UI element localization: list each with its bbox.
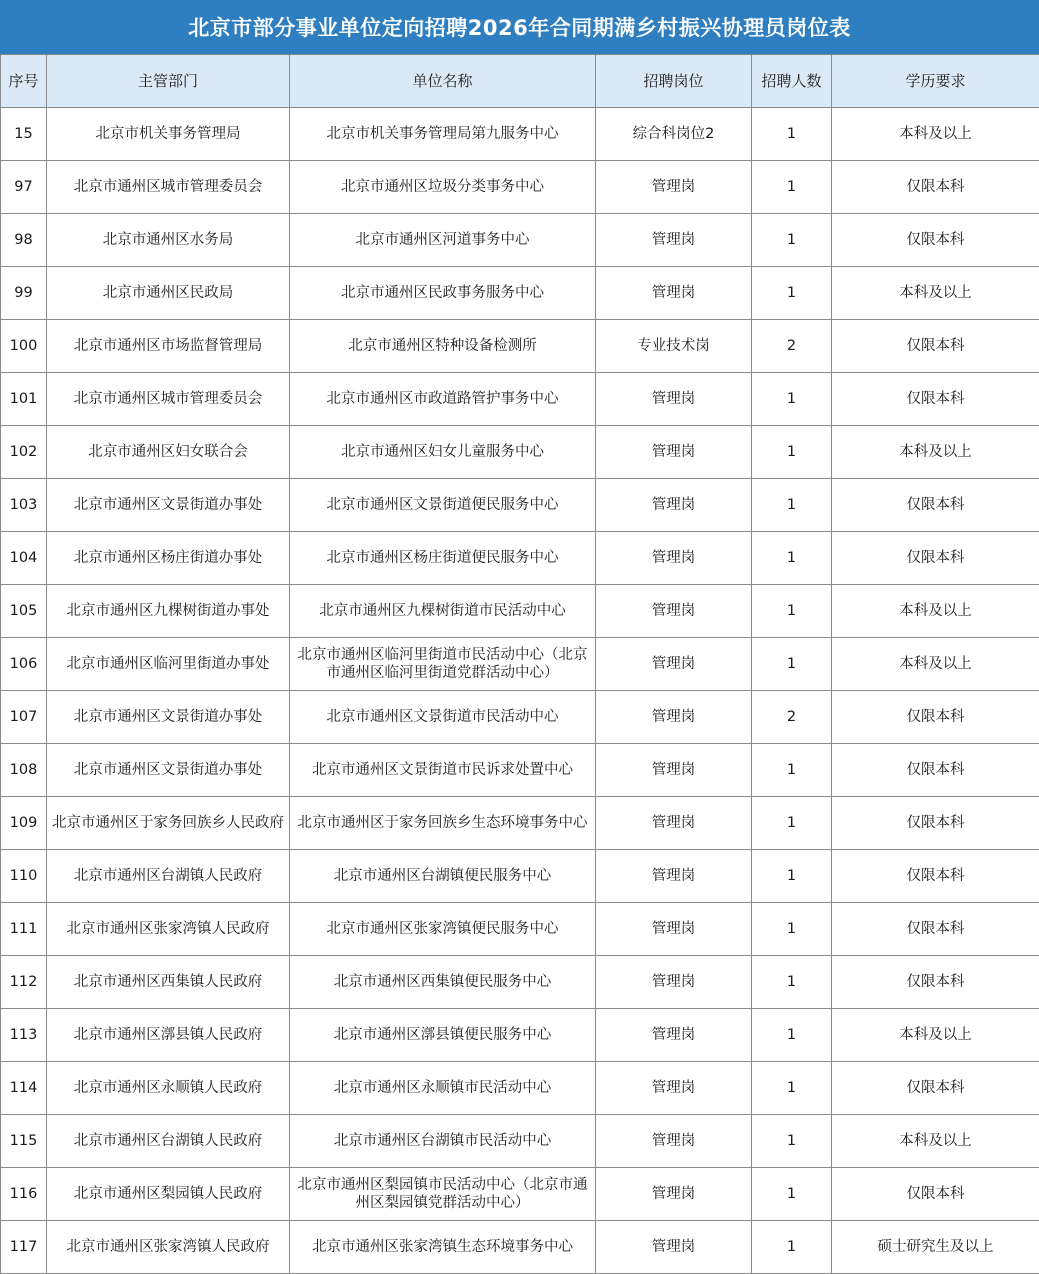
table-row (1, 373, 1039, 426)
cell-unit: 北京市通州区民政事务服务中心 (290, 267, 596, 320)
table-row (1, 956, 1039, 1009)
cell-position: 管理岗 (596, 903, 752, 956)
cell-serial: 98 (1, 214, 47, 267)
cell-serial: 104 (1, 532, 47, 585)
cell-unit: 北京市通州区临河里街道市民活动中心（北京市通州区临河里街道党群活动中心） (290, 638, 596, 691)
cell-serial: 115 (1, 1115, 47, 1168)
cell-unit: 北京市通州区市政道路管护事务中心 (290, 373, 596, 426)
cell-unit: 北京市通州区永顺镇市民活动中心 (290, 1062, 596, 1115)
cell-department: 北京市通州区城市管理委员会 (47, 373, 290, 426)
cell-serial: 111 (1, 903, 47, 956)
table-row (1, 638, 1039, 691)
cell-count: 1 (752, 373, 832, 426)
cell-education: 仅限本科 (832, 161, 1039, 214)
table-row (1, 1168, 1039, 1221)
table-title: 北京市部分事业单位定向招聘2026年合同期满乡村振兴协理员岗位表 (0, 0, 1039, 54)
cell-unit: 北京市通州区台湖镇市民活动中心 (290, 1115, 596, 1168)
table-row (1, 1115, 1039, 1168)
cell-serial: 106 (1, 638, 47, 691)
cell-serial: 102 (1, 426, 47, 479)
cell-unit: 北京市通州区台湖镇便民服务中心 (290, 850, 596, 903)
table-body (1, 108, 1039, 1274)
cell-department: 北京市通州区妇女联合会 (47, 426, 290, 479)
cell-count: 1 (752, 903, 832, 956)
header-row (1, 55, 1039, 108)
cell-count: 1 (752, 1168, 832, 1221)
table-row (1, 479, 1039, 532)
cell-serial: 103 (1, 479, 47, 532)
cell-serial: 15 (1, 108, 47, 161)
cell-education: 仅限本科 (832, 691, 1039, 744)
cell-department: 北京市通州区台湖镇人民政府 (47, 850, 290, 903)
cell-serial: 100 (1, 320, 47, 373)
cell-department: 北京市通州区梨园镇人民政府 (47, 1168, 290, 1221)
cell-education: 本科及以上 (832, 108, 1039, 161)
cell-department: 北京市通州区永顺镇人民政府 (47, 1062, 290, 1115)
cell-education: 本科及以上 (832, 585, 1039, 638)
cell-serial: 99 (1, 267, 47, 320)
cell-count: 1 (752, 638, 832, 691)
header-position: 招聘岗位 (596, 55, 752, 108)
cell-serial: 114 (1, 1062, 47, 1115)
cell-count: 1 (752, 479, 832, 532)
cell-count: 1 (752, 744, 832, 797)
cell-department: 北京市通州区张家湾镇人民政府 (47, 903, 290, 956)
cell-department: 北京市通州区漷县镇人民政府 (47, 1009, 290, 1062)
cell-count: 1 (752, 585, 832, 638)
cell-position: 管理岗 (596, 744, 752, 797)
cell-department: 北京市通州区水务局 (47, 214, 290, 267)
cell-education: 仅限本科 (832, 956, 1039, 1009)
header-serial: 序号 (1, 55, 47, 108)
cell-department: 北京市通州区九棵树街道办事处 (47, 585, 290, 638)
table-row (1, 744, 1039, 797)
cell-position: 管理岗 (596, 214, 752, 267)
cell-education: 仅限本科 (832, 850, 1039, 903)
cell-department: 北京市通州区民政局 (47, 267, 290, 320)
cell-unit: 北京市通州区妇女儿童服务中心 (290, 426, 596, 479)
cell-count: 1 (752, 1115, 832, 1168)
cell-department: 北京市通州区文景街道办事处 (47, 479, 290, 532)
cell-department: 北京市通州区西集镇人民政府 (47, 956, 290, 1009)
cell-education: 仅限本科 (832, 903, 1039, 956)
cell-education: 仅限本科 (832, 744, 1039, 797)
table-row (1, 267, 1039, 320)
cell-unit: 北京市通州区河道事务中心 (290, 214, 596, 267)
cell-position: 管理岗 (596, 1221, 752, 1274)
cell-position: 管理岗 (596, 638, 752, 691)
cell-unit: 北京市通州区文景街道便民服务中心 (290, 479, 596, 532)
table-header (1, 55, 1039, 108)
cell-education: 硕士研究生及以上 (832, 1221, 1039, 1274)
cell-education: 仅限本科 (832, 373, 1039, 426)
cell-unit: 北京市通州区张家湾镇便民服务中心 (290, 903, 596, 956)
cell-serial: 110 (1, 850, 47, 903)
cell-count: 1 (752, 1221, 832, 1274)
cell-unit: 北京市通州区杨庄街道便民服务中心 (290, 532, 596, 585)
cell-count: 2 (752, 320, 832, 373)
cell-unit: 北京市通州区垃圾分类事务中心 (290, 161, 596, 214)
cell-unit: 北京市机关事务管理局第九服务中心 (290, 108, 596, 161)
cell-unit: 北京市通州区于家务回族乡生态环境事务中心 (290, 797, 596, 850)
table-row (1, 320, 1039, 373)
cell-unit: 北京市通州区特种设备检测所 (290, 320, 596, 373)
cell-education: 本科及以上 (832, 638, 1039, 691)
cell-count: 1 (752, 850, 832, 903)
table-row (1, 850, 1039, 903)
table-row (1, 903, 1039, 956)
cell-education: 仅限本科 (832, 320, 1039, 373)
cell-education: 本科及以上 (832, 426, 1039, 479)
cell-serial: 97 (1, 161, 47, 214)
cell-education: 本科及以上 (832, 1115, 1039, 1168)
cell-serial: 117 (1, 1221, 47, 1274)
cell-position: 管理岗 (596, 956, 752, 1009)
cell-count: 1 (752, 1062, 832, 1115)
cell-serial: 101 (1, 373, 47, 426)
cell-education: 仅限本科 (832, 532, 1039, 585)
cell-position: 专业技术岗 (596, 320, 752, 373)
cell-count: 1 (752, 956, 832, 1009)
cell-education: 仅限本科 (832, 479, 1039, 532)
cell-serial: 107 (1, 691, 47, 744)
cell-position: 管理岗 (596, 267, 752, 320)
cell-count: 1 (752, 797, 832, 850)
table-row (1, 691, 1039, 744)
cell-position: 管理岗 (596, 1062, 752, 1115)
cell-unit: 北京市通州区张家湾镇生态环境事务中心 (290, 1221, 596, 1274)
cell-education: 本科及以上 (832, 267, 1039, 320)
cell-count: 1 (752, 267, 832, 320)
table-row (1, 108, 1039, 161)
cell-education: 仅限本科 (832, 1168, 1039, 1221)
cell-position: 管理岗 (596, 850, 752, 903)
cell-position: 管理岗 (596, 585, 752, 638)
cell-education: 仅限本科 (832, 1062, 1039, 1115)
cell-position: 管理岗 (596, 1009, 752, 1062)
table-row (1, 532, 1039, 585)
cell-serial: 108 (1, 744, 47, 797)
cell-position: 管理岗 (596, 532, 752, 585)
cell-department: 北京市通州区杨庄街道办事处 (47, 532, 290, 585)
cell-count: 1 (752, 426, 832, 479)
header-count: 招聘人数 (752, 55, 832, 108)
cell-unit: 北京市通州区梨园镇市民活动中心（北京市通州区梨园镇党群活动中心） (290, 1168, 596, 1221)
cell-count: 2 (752, 691, 832, 744)
cell-count: 1 (752, 532, 832, 585)
cell-department: 北京市通州区台湖镇人民政府 (47, 1115, 290, 1168)
cell-position: 管理岗 (596, 1168, 752, 1221)
cell-count: 1 (752, 108, 832, 161)
cell-position: 管理岗 (596, 1115, 752, 1168)
cell-department: 北京市通州区于家务回族乡人民政府 (47, 797, 290, 850)
cell-position: 管理岗 (596, 373, 752, 426)
cell-serial: 109 (1, 797, 47, 850)
cell-serial: 105 (1, 585, 47, 638)
table-row (1, 1009, 1039, 1062)
cell-count: 1 (752, 1009, 832, 1062)
cell-count: 1 (752, 161, 832, 214)
cell-department: 北京市通州区城市管理委员会 (47, 161, 290, 214)
cell-unit: 北京市通州区西集镇便民服务中心 (290, 956, 596, 1009)
cell-position: 管理岗 (596, 479, 752, 532)
cell-unit: 北京市通州区文景街道市民诉求处置中心 (290, 744, 596, 797)
cell-position: 管理岗 (596, 161, 752, 214)
cell-count: 1 (752, 214, 832, 267)
recruitment-table (0, 54, 1039, 1274)
cell-serial: 116 (1, 1168, 47, 1221)
header-unit: 单位名称 (290, 55, 596, 108)
cell-education: 本科及以上 (832, 1009, 1039, 1062)
table-row (1, 1221, 1039, 1274)
cell-education: 仅限本科 (832, 797, 1039, 850)
table-row (1, 161, 1039, 214)
table-row (1, 426, 1039, 479)
cell-department: 北京市通州区临河里街道办事处 (47, 638, 290, 691)
cell-department: 北京市通州区张家湾镇人民政府 (47, 1221, 290, 1274)
cell-position: 综合科岗位2 (596, 108, 752, 161)
cell-serial: 113 (1, 1009, 47, 1062)
cell-education: 仅限本科 (832, 214, 1039, 267)
cell-unit: 北京市通州区文景街道市民活动中心 (290, 691, 596, 744)
cell-department: 北京市机关事务管理局 (47, 108, 290, 161)
table-row (1, 797, 1039, 850)
table-row (1, 214, 1039, 267)
cell-unit: 北京市通州区九棵树街道市民活动中心 (290, 585, 596, 638)
cell-department: 北京市通州区市场监督管理局 (47, 320, 290, 373)
cell-position: 管理岗 (596, 426, 752, 479)
cell-position: 管理岗 (596, 797, 752, 850)
header-department: 主管部门 (47, 55, 290, 108)
cell-department: 北京市通州区文景街道办事处 (47, 744, 290, 797)
cell-position: 管理岗 (596, 691, 752, 744)
cell-department: 北京市通州区文景街道办事处 (47, 691, 290, 744)
table-row (1, 1062, 1039, 1115)
cell-serial: 112 (1, 956, 47, 1009)
header-education: 学历要求 (832, 55, 1039, 108)
table-row (1, 585, 1039, 638)
cell-unit: 北京市通州区漷县镇便民服务中心 (290, 1009, 596, 1062)
